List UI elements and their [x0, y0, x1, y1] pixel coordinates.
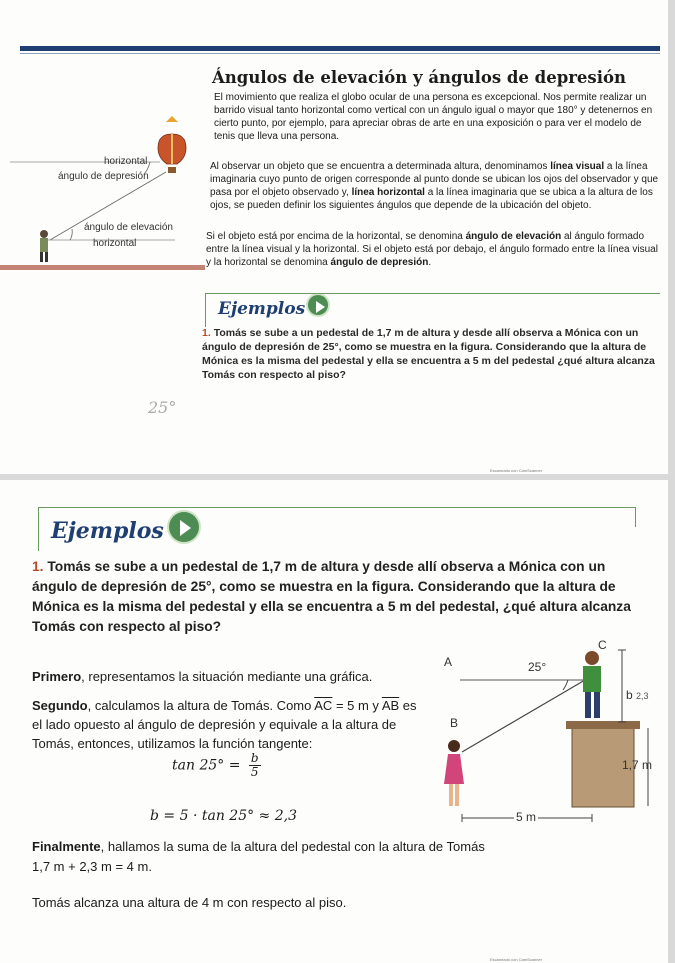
problem-statement-small: [202, 326, 668, 382]
ground-strip: [0, 265, 205, 270]
text-run: .: [428, 257, 432, 268]
label-b-height: [626, 688, 649, 702]
monica-figure-icon: [444, 740, 464, 806]
problem-text-large: Tomás se sube a un pedestal de 1,7 m de altura y desde allí observa a Mónica con un ángulo de depresión de 25°, como se muestra en la figura. Considerando que la altura de Mónica es la misma del pedestal y ella se encuentra a 5 m del pedestal, ¿qué altura alcanza Tomás con respecto al piso?: [32, 559, 631, 634]
text-run: es el lado opuesto al ángulo de depresión y equivale a la altura de Tomás, entonces, utilizamos la función tangente:: [32, 698, 417, 751]
angles-diagram: [0, 112, 205, 277]
observer-person-icon: [40, 230, 48, 262]
term-angulo-depresion: ángulo de depresión: [330, 257, 429, 268]
b-letter: b: [626, 688, 633, 702]
equation-tangent: [172, 752, 261, 779]
intro-paragraph: El movimiento que realiza el globo ocular de una persona es excepcional. Nos permite realizar un barrido visual tanto horizontal como vertical con un ángulo igual o mayor que 180° y detenernos en cierto punto, por ejemplo, para apreciar obras de arte en una exposición o para ver el modelo de tenis que lleva una persona.: [214, 92, 653, 142]
bottom-page: [0, 480, 668, 963]
term-linea-horizontal: línea horizontal: [351, 187, 425, 198]
segment-ab: $\overline{AB}$: [381, 698, 400, 713]
text-run: = 5 m y: [332, 698, 382, 713]
label-distance: 5 m: [516, 810, 537, 824]
text-run: a la línea imaginaria cuyo punto de origen corresponde al punto donde se ubican los ojos del observador y que pasa por el objeto observado y,: [210, 161, 659, 198]
problem-number: 1.: [202, 327, 211, 339]
tomas-figure-icon: [583, 651, 601, 718]
equation-left: tan 25° =: [172, 757, 241, 774]
problem-text: Tomás se sube a un pedestal de 1,7 m de altura y desde allí observa a Mónica con un ángulo de depresión de 25°, como se muestra en la figura. Considerando que la altura de Mónica es la misma del pedestal y ella se encuentra a 5 m del pedestal ¿qué altura alcanza Tomás con respecto al piso?: [202, 327, 655, 381]
term-angulo-elevacion: ángulo de elevación: [465, 231, 562, 242]
header-rule: [20, 46, 660, 51]
sight-line-ab: [462, 680, 585, 752]
label-a: A: [444, 655, 453, 669]
step-label-segundo: Segundo: [32, 698, 88, 713]
header-rule-thin: [20, 53, 660, 54]
step-finalmente: [32, 837, 652, 856]
text-run: a la línea imaginaria que se ubica a la altura de los ojos, se pueden definir los siguientes ángulos que depende de la ubicación del objeto.: [210, 187, 653, 211]
label-horizontal-bottom: horizontal: [93, 238, 137, 249]
fraction-numerator: b: [250, 751, 259, 765]
pedestal-diagram: [440, 642, 665, 832]
text-run: Al observar un objeto que se encuentra a determinada altura, denominamos: [210, 161, 551, 172]
label-angulo-elevacion: ángulo de elevación: [84, 222, 173, 233]
b-handwritten-note: 2,3: [636, 691, 649, 701]
ejemplos-label: Ejemplos: [218, 299, 306, 319]
visual-line-paragraph: [210, 160, 660, 212]
label-horizontal-top: horizontal: [104, 156, 148, 167]
section-title: Ángulos de elevación y ángulos de depresión: [212, 68, 626, 87]
label-angle: 25°: [528, 660, 547, 674]
play-icon[interactable]: [308, 295, 328, 315]
label-angulo-depresion: ángulo de depresión: [58, 171, 149, 182]
angle-arc: [563, 680, 568, 690]
ejemplos-label-large: Ejemplos: [51, 518, 164, 544]
equation-solution: b = 5 · tan 25° ≈ 2,3: [150, 808, 297, 824]
term-linea-visual: línea visual: [550, 161, 605, 172]
label-pedestal-height: 1,7 m: [622, 758, 653, 772]
text-run: , calculamos la altura de Tomás. Como: [87, 698, 315, 713]
play-icon-large[interactable]: [169, 512, 199, 542]
scan-watermark-bottom: Escaneado con CamScanner: [490, 957, 543, 962]
step-primero: [32, 667, 432, 686]
ejemplos-rule-corner: [635, 507, 636, 527]
handwritten-note: 25°: [148, 398, 177, 417]
step-segundo: [32, 696, 426, 753]
angles-paragraph: [206, 230, 664, 269]
problem-number-large: 1.: [32, 559, 44, 574]
fraction-denominator: 5: [250, 765, 259, 779]
ejemplos-header: [205, 293, 660, 327]
fraction: [249, 752, 261, 779]
angles-figure: [0, 112, 205, 277]
pedestal-top: [566, 721, 640, 729]
segment-ac: $\overline{AC}$: [314, 698, 333, 713]
ejemplos-header-large: [38, 507, 636, 551]
text-run: al ángulo formado entre la línea visual y la horizontal. Si el objeto está por debajo, el ángulo formado entre la línea visual y la horizontal se denomina: [206, 231, 658, 268]
ejemplos-rule: [205, 293, 660, 294]
label-c: C: [598, 638, 607, 652]
text-run: , hallamos la suma de la altura del pedestal con la altura de Tomás: [100, 839, 485, 854]
ejemplos-rule-large: [38, 507, 636, 508]
sum-equation: 1,7 m + 2,3 m = 4 m.: [32, 859, 152, 874]
step-label-finalmente: Finalmente: [32, 839, 101, 854]
text-run: , representamos la situación mediante una gráfica.: [81, 669, 373, 684]
conclusion: Tomás alcanza una altura de 4 m con respecto al piso.: [32, 895, 347, 910]
hot-air-balloon-icon: [158, 116, 186, 173]
problem-statement: [32, 557, 654, 637]
label-b: B: [450, 716, 459, 730]
elevation-angle-arc: [70, 229, 72, 240]
scan-watermark: Escaneado con CamScanner: [490, 468, 543, 473]
top-page: [0, 0, 668, 474]
step-label-primero: Primero: [32, 669, 82, 684]
text-run: Si el objeto está por encima de la horizontal, se denomina: [206, 231, 466, 242]
